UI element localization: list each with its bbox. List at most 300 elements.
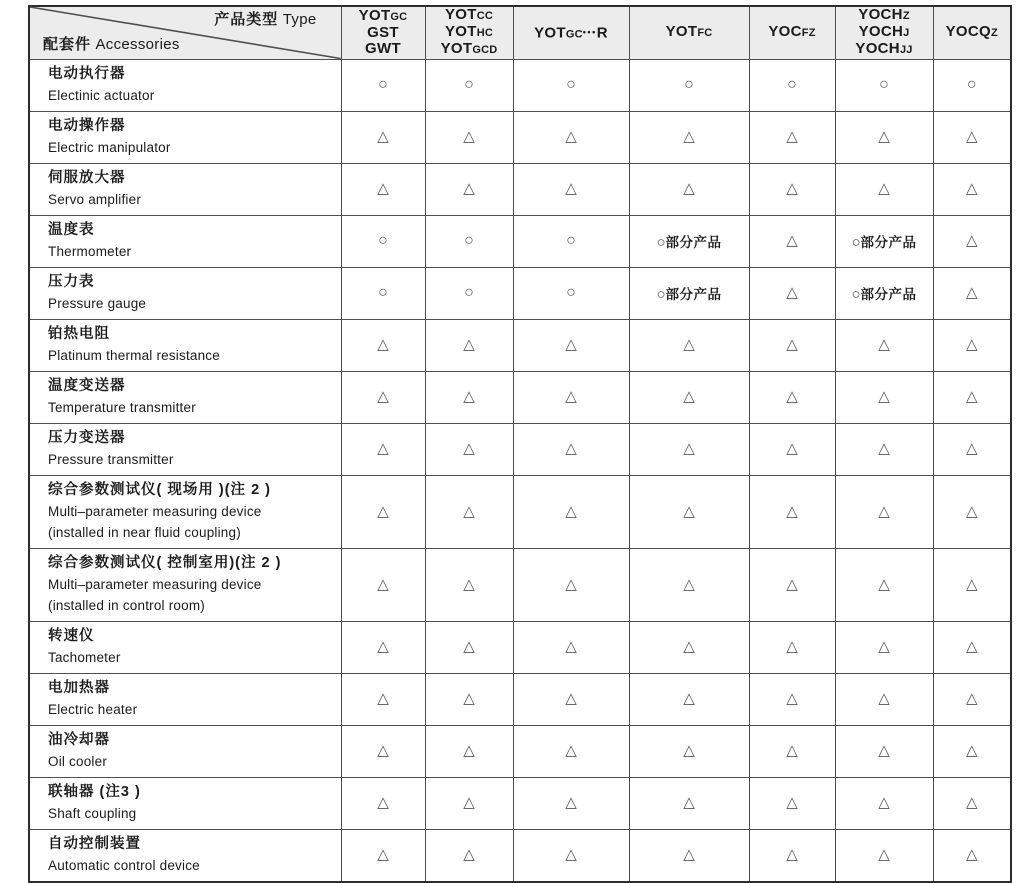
triangle-symbol: △	[965, 388, 978, 405]
triangle-symbol: △	[878, 502, 890, 520]
compatibility-cell	[835, 548, 933, 621]
model-code-segment: CC	[476, 10, 494, 23]
table-row	[29, 371, 1011, 423]
compatibility-cell	[629, 111, 749, 163]
header-row	[29, 6, 1011, 59]
compatibility-cell	[933, 267, 1011, 319]
triangle-symbol: △	[965, 794, 978, 811]
model-code-segment: Z	[902, 10, 910, 23]
compatibility-cell	[341, 621, 425, 673]
triangle-symbol: △	[683, 336, 695, 353]
compatibility-cell	[749, 475, 835, 548]
circle-symbol: ○	[464, 76, 474, 93]
accessory-label-cell	[29, 163, 341, 215]
compatibility-cell	[933, 163, 1011, 215]
triangle-symbol: △	[965, 690, 978, 707]
accessory-name-en: Electinic actuator	[48, 87, 155, 103]
triangle-symbol: △	[878, 388, 890, 405]
accessory-name-zh: 联轴器 (注3 )	[48, 783, 141, 800]
compatibility-cell	[749, 371, 835, 423]
table-row	[29, 475, 1011, 548]
column-header-line	[342, 41, 425, 57]
circle-symbol: ○	[566, 232, 576, 249]
triangle-symbol: △	[377, 690, 389, 707]
triangle-symbol: △	[683, 690, 695, 707]
triangle-symbol: △	[965, 440, 978, 457]
triangle-symbol: △	[965, 232, 978, 249]
model-code-segment: GC	[390, 11, 408, 24]
triangle-symbol: △	[965, 575, 978, 593]
triangle-symbol: △	[683, 388, 695, 405]
compatibility-cell	[513, 371, 629, 423]
triangle-symbol: △	[565, 128, 577, 145]
triangle-symbol: △	[683, 575, 695, 593]
compatibility-cell	[835, 163, 933, 215]
model-code-segment: Z	[990, 27, 998, 40]
triangle-symbol: △	[683, 128, 695, 145]
compatibility-cell	[835, 111, 933, 163]
model-code-segment: YOT	[358, 7, 391, 25]
compatibility-cell	[749, 829, 835, 882]
accessory-name-en: Pressure gauge	[48, 295, 147, 311]
compatibility-cell	[341, 673, 425, 725]
compatibility-cell	[341, 725, 425, 777]
triangle-symbol: △	[463, 388, 475, 405]
accessory-name-en: Servo amplifier	[48, 191, 142, 207]
triangle-symbol: △	[965, 638, 978, 655]
column-header-col-yocqz	[933, 6, 1011, 59]
compatibility-cell	[425, 59, 513, 111]
column-header-line	[426, 24, 513, 41]
model-code-segment: GST	[367, 24, 399, 42]
accessory-label-cell	[29, 423, 341, 475]
compatibility-cell	[933, 423, 1011, 475]
triangle-symbol: △	[463, 638, 475, 655]
table-row	[29, 673, 1011, 725]
circle-partial-products-symbol	[851, 286, 916, 303]
accessory-name-en: Multi–parameter measuring device	[48, 576, 262, 592]
triangle-symbol: △	[565, 575, 577, 593]
compatibility-cell	[425, 319, 513, 371]
table-row	[29, 319, 1011, 371]
model-code-segment: YOT	[665, 23, 698, 41]
compatibility-cell	[629, 423, 749, 475]
compatibility-cell	[835, 371, 933, 423]
model-code-segment: YOC	[768, 23, 802, 41]
triangle-symbol: △	[786, 284, 798, 301]
triangle-symbol: △	[878, 575, 890, 593]
compatibility-cell	[835, 59, 933, 111]
triangle-symbol: △	[786, 440, 798, 457]
triangle-symbol: △	[683, 742, 695, 759]
model-code-segment: YOCH	[858, 23, 904, 41]
compatibility-cell	[749, 621, 835, 673]
column-header-col-yochz-yochj-yochjj	[835, 6, 933, 59]
compatibility-cell	[513, 475, 629, 548]
accessory-label-cell	[29, 475, 341, 548]
compatibility-cell	[629, 777, 749, 829]
accessory-name-zh: 压力表	[48, 273, 95, 290]
product-type-zh: 产品类型	[214, 11, 279, 28]
column-header-col-yocfz	[749, 6, 835, 59]
triangle-symbol: △	[565, 440, 577, 457]
compatibility-cell	[749, 673, 835, 725]
accessory-label-cell	[29, 673, 341, 725]
compatibility-cell	[749, 163, 835, 215]
triangle-symbol: △	[377, 128, 389, 145]
circle-symbol: ○	[656, 285, 666, 303]
triangle-symbol: △	[786, 336, 798, 353]
accessory-name-en: Automatic control device	[48, 857, 200, 873]
triangle-symbol: △	[377, 794, 389, 811]
compatibility-cell	[835, 475, 933, 548]
compatibility-cell	[425, 829, 513, 882]
triangle-symbol: △	[565, 388, 577, 405]
compatibility-cell	[629, 548, 749, 621]
triangle-symbol: △	[463, 575, 475, 593]
triangle-symbol: △	[786, 638, 798, 655]
column-header-line	[342, 25, 425, 41]
triangle-symbol: △	[786, 575, 798, 593]
accessories-en-text: Accessories	[95, 35, 180, 53]
compatibility-cell	[425, 111, 513, 163]
triangle-symbol: △	[878, 846, 890, 863]
compatibility-cell	[629, 59, 749, 111]
compatibility-cell	[513, 777, 629, 829]
triangle-symbol: △	[565, 180, 577, 197]
accessory-name-zh: 综合参数测试仪( 控制室用)(注 2 )	[48, 554, 282, 571]
triangle-symbol: △	[463, 336, 475, 353]
triangle-symbol: △	[377, 742, 389, 759]
compatibility-cell	[749, 777, 835, 829]
compatibility-cell	[933, 829, 1011, 882]
circle-symbol: ○	[378, 232, 388, 249]
compatibility-cell	[835, 215, 933, 267]
triangle-symbol: △	[965, 180, 978, 197]
accessory-name-zh: 温度表	[48, 221, 95, 238]
triangle-symbol: △	[786, 128, 798, 145]
triangle-symbol: △	[965, 336, 978, 353]
accessory-name-en: (installed in control room)	[48, 597, 205, 613]
triangle-symbol: △	[786, 742, 798, 759]
compatibility-cell	[425, 548, 513, 621]
triangle-symbol: △	[565, 742, 577, 759]
circle-symbol: ○	[378, 284, 388, 301]
triangle-symbol: △	[377, 502, 389, 520]
model-code-segment: YOCH	[855, 40, 900, 58]
model-code-segment: JJ	[899, 44, 913, 57]
circle-partial-products-symbol	[656, 234, 721, 251]
column-header-line	[426, 41, 513, 58]
accessory-label-cell	[29, 777, 341, 829]
compatibility-cell	[341, 111, 425, 163]
compatibility-cell	[513, 59, 629, 111]
compatibility-cell	[749, 319, 835, 371]
accessories-zh: 配套件	[43, 35, 92, 53]
triangle-symbol: △	[878, 336, 890, 353]
compatibility-cell	[629, 319, 749, 371]
compatibility-cell	[835, 319, 933, 371]
compatibility-cell	[341, 829, 425, 882]
model-code-segment: YOT	[444, 6, 477, 24]
compatibility-cell	[513, 829, 629, 882]
compatibility-cell	[513, 621, 629, 673]
model-code-segment: J	[903, 27, 910, 40]
compatibility-cell	[341, 59, 425, 111]
compatibility-cell	[341, 371, 425, 423]
accessory-name-zh: 电加热器	[48, 679, 110, 696]
accessory-label-cell	[29, 267, 341, 319]
accessory-name-en: (installed in near fluid coupling)	[48, 524, 241, 540]
compatibility-cell	[835, 621, 933, 673]
accessories-compatibility-table	[28, 5, 1012, 883]
triangle-symbol: △	[683, 440, 695, 457]
accessory-name-en: Pressure transmitter	[48, 451, 174, 467]
triangle-symbol: △	[878, 794, 890, 811]
table-body	[29, 59, 1011, 882]
compatibility-cell	[425, 163, 513, 215]
triangle-symbol: △	[878, 128, 890, 145]
triangle-symbol: △	[786, 180, 798, 197]
accessory-label-cell	[29, 59, 341, 111]
compatibility-cell	[341, 777, 425, 829]
partial-products-label: 部分产品	[860, 286, 917, 302]
compatibility-cell	[629, 673, 749, 725]
triangle-symbol: △	[965, 846, 978, 863]
accessory-name-en: Platinum thermal resistance	[48, 347, 220, 363]
triangle-symbol: △	[377, 180, 389, 197]
partial-products-label: 部分产品	[665, 286, 722, 302]
compatibility-cell	[513, 163, 629, 215]
partial-products-label: 部分产品	[860, 234, 917, 250]
circle-symbol: ○	[684, 76, 694, 93]
model-code-segment: GCD	[472, 44, 498, 57]
table-row	[29, 59, 1011, 111]
compatibility-cell	[513, 725, 629, 777]
table-row	[29, 777, 1011, 829]
column-header-col-yotfc	[629, 6, 749, 59]
compatibility-cell	[341, 319, 425, 371]
column-header-line	[836, 24, 933, 41]
compatibility-cell	[341, 475, 425, 548]
triangle-symbol: △	[463, 846, 475, 863]
triangle-symbol: △	[377, 638, 389, 655]
compatibility-cell	[629, 163, 749, 215]
compatibility-cell	[933, 319, 1011, 371]
column-header-line	[630, 24, 749, 41]
column-header-line	[342, 8, 425, 25]
column-header-col-yotgc-r	[513, 6, 629, 59]
compatibility-cell	[425, 621, 513, 673]
compatibility-cell	[629, 829, 749, 882]
circle-symbol: ○	[464, 284, 474, 301]
accessory-name-en: Electric manipulator	[48, 139, 171, 155]
compatibility-cell	[341, 215, 425, 267]
compatibility-cell	[341, 423, 425, 475]
compatibility-cell	[425, 777, 513, 829]
column-header-line	[514, 24, 629, 43]
compatibility-cell	[749, 215, 835, 267]
triangle-symbol: △	[965, 284, 978, 301]
accessory-name-zh: 铂热电阻	[48, 325, 110, 342]
triangle-symbol: △	[565, 502, 577, 520]
model-code-segment: R	[596, 24, 608, 41]
accessory-name-en: Electric heater	[48, 701, 138, 717]
triangle-symbol: △	[683, 846, 695, 863]
accessory-name-zh: 电动操作器	[48, 117, 126, 134]
compatibility-cell	[749, 59, 835, 111]
accessory-label-cell	[29, 111, 341, 163]
triangle-symbol: △	[463, 440, 475, 457]
accessory-name-zh: 自动控制装置	[48, 835, 141, 852]
compatibility-cell	[835, 673, 933, 725]
compatibility-cell	[425, 475, 513, 548]
circle-symbol: ○	[851, 233, 861, 251]
model-code-segment: GC	[565, 28, 583, 40]
compatibility-cell	[629, 371, 749, 423]
table-row	[29, 548, 1011, 621]
compatibility-cell	[629, 725, 749, 777]
compatibility-cell	[425, 423, 513, 475]
triangle-symbol: △	[878, 690, 890, 707]
compatibility-cell	[629, 267, 749, 319]
triangle-symbol: △	[565, 690, 577, 707]
circle-symbol: ○	[879, 76, 889, 93]
partial-products-label: 部分产品	[665, 234, 722, 250]
compatibility-cell	[749, 423, 835, 475]
model-code-segment: YOCQ	[945, 23, 991, 41]
triangle-symbol: △	[377, 440, 389, 457]
product-type-header	[214, 12, 316, 28]
triangle-symbol: △	[965, 128, 978, 145]
accessory-name-zh: 压力变送器	[48, 429, 126, 446]
column-header-line	[836, 41, 933, 58]
triangle-symbol: △	[565, 794, 577, 811]
triangle-symbol: △	[786, 846, 798, 863]
compatibility-cell	[749, 548, 835, 621]
triangle-symbol: △	[463, 502, 475, 520]
accessory-label-cell	[29, 725, 341, 777]
accessory-name-en: Thermometer	[48, 243, 132, 259]
accessory-name-zh: 温度变送器	[48, 377, 126, 394]
triangle-symbol: △	[683, 180, 695, 197]
compatibility-cell	[933, 475, 1011, 548]
triangle-symbol: △	[565, 846, 577, 863]
compatibility-cell	[933, 371, 1011, 423]
triangle-symbol: △	[683, 638, 695, 655]
table-row	[29, 621, 1011, 673]
triangle-symbol: △	[463, 742, 475, 759]
circle-symbol: ○	[656, 233, 666, 251]
model-code-segment: HC	[476, 27, 494, 40]
circle-symbol: ○	[566, 76, 576, 93]
circle-symbol: ○	[566, 284, 576, 301]
model-code-segment: YOT	[440, 40, 473, 58]
triangle-symbol: △	[878, 180, 890, 197]
compatibility-cell	[629, 475, 749, 548]
table-row	[29, 829, 1011, 882]
compatibility-cell	[341, 267, 425, 319]
compatibility-cell	[425, 371, 513, 423]
accessory-name-en: Temperature transmitter	[48, 399, 196, 415]
circle-symbol: ○	[851, 285, 861, 303]
compatibility-cell	[513, 673, 629, 725]
accessory-name-en: Shaft coupling	[48, 805, 137, 821]
circle-partial-products-symbol	[656, 286, 721, 303]
triangle-symbol: △	[377, 846, 389, 863]
triangle-symbol: △	[463, 180, 475, 197]
compatibility-cell	[933, 621, 1011, 673]
compatibility-cell	[835, 423, 933, 475]
model-code-segment: YOCH	[858, 6, 903, 24]
triangle-symbol: △	[565, 638, 577, 655]
model-code-segment: GWT	[365, 40, 401, 58]
column-header-col-yotcc-yothc-yotgcd	[425, 6, 513, 59]
circle-symbol: ○	[787, 76, 797, 93]
accessory-name-zh: 伺服放大器	[48, 169, 126, 186]
compatibility-cell	[749, 111, 835, 163]
accessories-header	[43, 37, 180, 53]
accessory-name-en: Tachometer	[48, 649, 121, 665]
triangle-symbol: △	[377, 388, 389, 405]
accessory-name-zh: 电动执行器	[48, 65, 126, 82]
column-header-line	[426, 7, 513, 24]
circle-symbol: ○	[966, 76, 977, 93]
circle-symbol: ○	[464, 232, 474, 249]
table-row	[29, 423, 1011, 475]
compatibility-cell	[629, 621, 749, 673]
triangle-symbol: △	[463, 128, 475, 145]
compatibility-cell	[933, 59, 1011, 111]
model-code-segment: FZ	[801, 27, 816, 40]
triangle-symbol: △	[786, 388, 798, 405]
accessory-name-zh: 油冷却器	[48, 731, 110, 748]
compatibility-cell	[835, 725, 933, 777]
compatibility-cell	[933, 777, 1011, 829]
compatibility-cell	[341, 548, 425, 621]
compatibility-cell	[513, 319, 629, 371]
table-row	[29, 111, 1011, 163]
triangle-symbol: △	[878, 440, 890, 457]
column-header-line	[836, 7, 933, 24]
compatibility-cell	[513, 215, 629, 267]
triangle-symbol: △	[786, 232, 798, 249]
triangle-symbol: △	[786, 502, 798, 520]
accessory-label-cell	[29, 548, 341, 621]
accessory-name-zh: 转速仪	[48, 627, 95, 644]
compatibility-cell	[513, 548, 629, 621]
compatibility-cell	[425, 267, 513, 319]
triangle-symbol: △	[683, 794, 695, 811]
triangle-symbol: △	[965, 502, 978, 520]
wildcard-dots: •••	[582, 26, 597, 37]
circle-partial-products-symbol	[851, 234, 916, 251]
table-row	[29, 163, 1011, 215]
table-row	[29, 267, 1011, 319]
accessory-name-en: Oil cooler	[48, 753, 108, 769]
triangle-symbol: △	[786, 690, 798, 707]
triangle-symbol: △	[683, 502, 695, 520]
compatibility-cell	[933, 725, 1011, 777]
compatibility-cell	[341, 163, 425, 215]
column-header-line	[750, 24, 835, 41]
compatibility-cell	[835, 267, 933, 319]
model-code-segment: FC	[697, 27, 713, 40]
table-row	[29, 725, 1011, 777]
accessory-label-cell	[29, 371, 341, 423]
product-type-en-text: Type	[282, 11, 317, 28]
compatibility-cell	[513, 267, 629, 319]
